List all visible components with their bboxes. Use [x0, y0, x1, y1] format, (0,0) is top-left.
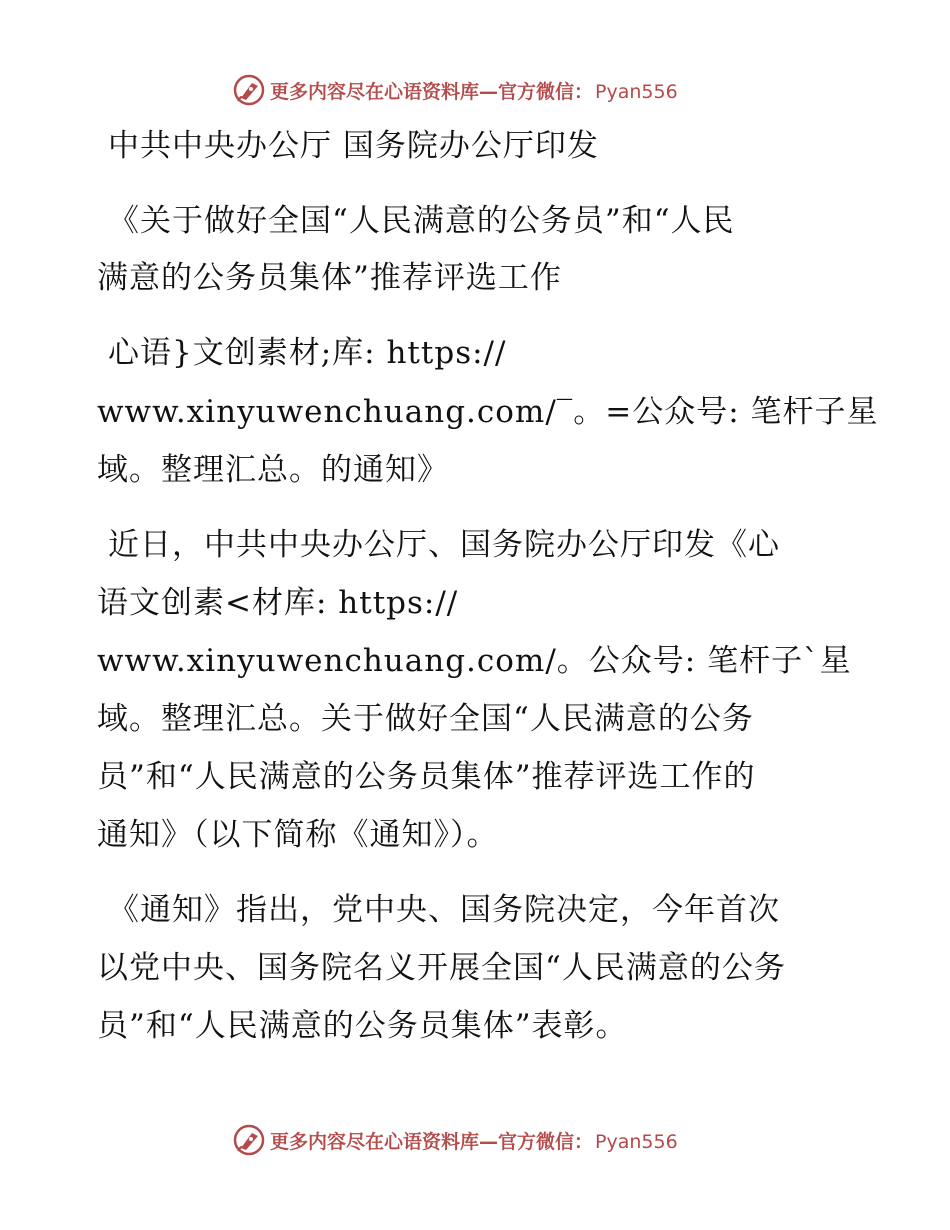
watermark-text: 更多内容尽在心语资料库—官方微信： Pyan556 [270, 1130, 678, 1153]
document-line: 通知》（以下简称《通知》）。 [97, 817, 499, 853]
watermark-banner-top [232, 72, 678, 108]
document-line: 近日，中共中央办公厅、国务院办公厅印发《心 [108, 527, 780, 563]
watermark-text: 更多内容尽在心语资料库—官方微信： Pyan556 [270, 80, 678, 103]
document-line: 《通知》指出，党中央、国务院决定，今年首次 [108, 892, 780, 928]
document-line: 域。整理汇总。关于做好全国“人民满意的公务 [97, 701, 754, 737]
document-line: www.xinyuwenchuang.com/‾。=公众号: 笔杆子星 [97, 394, 879, 430]
document-line: 心语}文创素材;库: https:// [108, 335, 507, 371]
document-line: 员”和“人民满意的公务员集体”推荐评选工作的 [97, 759, 756, 795]
document-line: www.xinyuwenchuang.com/。公众号: 笔杆子`星 [97, 643, 852, 679]
pen-nib-logo-icon [232, 73, 266, 107]
document-line: 语文创素<材库: https:// [97, 585, 459, 621]
document-title-line-2: 《关于做好全国“人民满意的公务员”和“人民 [108, 203, 735, 239]
document-title-line-3: 满意的公务员集体”推荐评选工作 [97, 260, 562, 296]
document-title-line-1: 中共中央办公厅 国务院办公厅印发 [108, 128, 599, 164]
document-line: 员”和“人民满意的公务员集体”表彰。 [97, 1008, 628, 1044]
watermark-banner-bottom [232, 1122, 678, 1158]
document-line: 域。整理汇总。的通知》 [97, 452, 449, 488]
watermark-handle: Pyan556 [595, 1130, 678, 1153]
pen-nib-logo-icon [232, 1123, 266, 1157]
document-line: 以党中央、国务院名义开展全国“人民满意的公务 [97, 950, 786, 986]
watermark-handle: Pyan556 [595, 80, 678, 103]
